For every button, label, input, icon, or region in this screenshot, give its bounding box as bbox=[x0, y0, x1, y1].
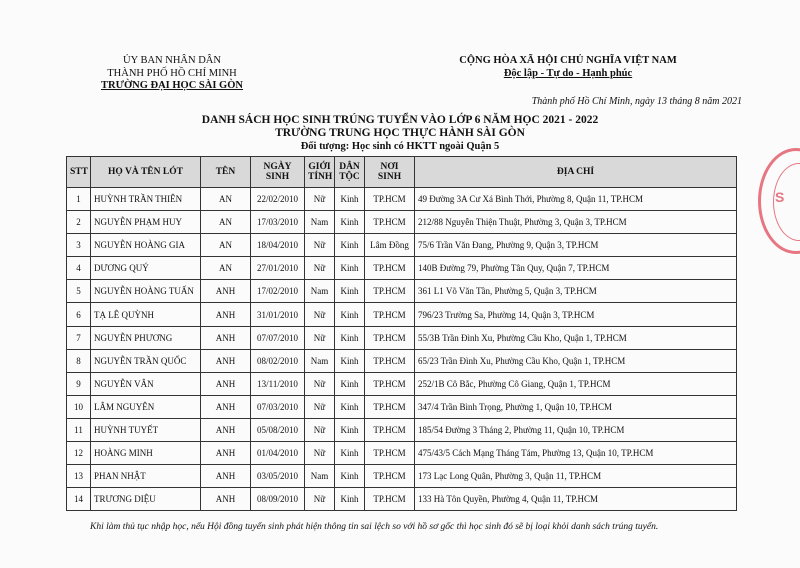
cell-address: 796/23 Trường Sa, Phường 14, Quận 3, TP.HCM bbox=[415, 303, 737, 326]
cell-birthplace: TP.HCM bbox=[365, 188, 415, 211]
cell-ethnic: Kinh bbox=[335, 211, 365, 234]
cell-birthplace: TP.HCM bbox=[365, 395, 415, 418]
cell-name: NGUYỄN VÂN bbox=[91, 372, 201, 395]
table-header-row bbox=[67, 157, 737, 188]
cell-gender: Nam bbox=[305, 349, 335, 372]
cell-ethnic: Kinh bbox=[335, 303, 365, 326]
cell-address: 133 Hà Tôn Quyền, Phường 4, Quận 11, TP.HCM bbox=[415, 488, 737, 511]
cell-ethnic: Kinh bbox=[335, 442, 365, 465]
cell-given: ANH bbox=[201, 303, 251, 326]
cell-gender: Nữ bbox=[305, 372, 335, 395]
table-row bbox=[67, 395, 737, 418]
cell-name: TRƯƠNG DIỆU bbox=[91, 488, 201, 511]
cell-birthplace: TP.HCM bbox=[365, 488, 415, 511]
cell-birthplace: TP.HCM bbox=[365, 442, 415, 465]
cell-dob: 17/02/2010 bbox=[251, 280, 305, 303]
document-title: DANH SÁCH HỌC SINH TRÚNG TUYỂN VÀO LỚP 6 NĂM HỌC 2021 - 2022 bbox=[201, 114, 599, 126]
cell-given: ANH bbox=[201, 395, 251, 418]
header-gender: GIỚI TÍNH bbox=[305, 157, 335, 188]
students-table bbox=[66, 156, 737, 511]
table-row bbox=[67, 349, 737, 372]
cell-stt: 12 bbox=[67, 442, 91, 465]
cell-stt: 1 bbox=[67, 188, 91, 211]
cell-dob: 17/03/2010 bbox=[251, 211, 305, 234]
footer-note: Khi làm thủ tục nhập học, nếu Hội đồng tuyển sinh phát hiện thông tin sai lệch so với hồ sơ gốc thì học sinh đó sẽ bị loại khỏi danh sách trúng tuyển. bbox=[90, 522, 659, 532]
cell-birthplace: TP.HCM bbox=[365, 418, 415, 441]
cell-ethnic: Kinh bbox=[335, 188, 365, 211]
cell-gender: Nữ bbox=[305, 234, 335, 257]
header-birthplace: NƠI SINH bbox=[365, 157, 415, 188]
cell-dob: 27/01/2010 bbox=[251, 257, 305, 280]
cell-name: HUỲNH TRẦN THIÊN bbox=[91, 188, 201, 211]
table-row bbox=[67, 372, 737, 395]
cell-given: AN bbox=[201, 257, 251, 280]
cell-birthplace: TP.HCM bbox=[365, 372, 415, 395]
table-row bbox=[67, 303, 737, 326]
cell-dob: 03/05/2010 bbox=[251, 465, 305, 488]
cell-name: NGUYỄN HOÀNG GIA bbox=[91, 234, 201, 257]
cell-address: 55/3B Trần Đình Xu, Phường Cầu Kho, Quận 1, TP.HCM bbox=[415, 326, 737, 349]
table-body bbox=[67, 188, 737, 511]
cell-address: 75/6 Trần Văn Đang, Phường 9, Quận 3, TP.HCM bbox=[415, 234, 737, 257]
cell-address: 252/1B Cô Bắc, Phường Cô Giang, Quận 1, TP.HCM bbox=[415, 372, 737, 395]
table-row bbox=[67, 188, 737, 211]
cell-address: 347/4 Trần Bình Trọng, Phường 1, Quận 10, TP.HCM bbox=[415, 395, 737, 418]
cell-dob: 08/02/2010 bbox=[251, 349, 305, 372]
cell-stt: 11 bbox=[67, 418, 91, 441]
cell-address: 475/43/5 Cách Mạng Tháng Tám, Phường 13, Quận 10, TP.HCM bbox=[415, 442, 737, 465]
cell-stt: 13 bbox=[67, 465, 91, 488]
cell-stt: 9 bbox=[67, 372, 91, 395]
table-row bbox=[67, 257, 737, 280]
cell-given: AN bbox=[201, 234, 251, 257]
cell-given: ANH bbox=[201, 372, 251, 395]
cell-stt: 5 bbox=[67, 280, 91, 303]
cell-ethnic: Kinh bbox=[335, 488, 365, 511]
cell-given: ANH bbox=[201, 280, 251, 303]
cell-gender: Nữ bbox=[305, 188, 335, 211]
seal-letter: S bbox=[775, 189, 785, 205]
cell-stt: 8 bbox=[67, 349, 91, 372]
cell-gender: Nữ bbox=[305, 303, 335, 326]
cell-gender: Nam bbox=[305, 465, 335, 488]
cell-gender: Nữ bbox=[305, 442, 335, 465]
cell-name: NGUYỄN PHƯƠNG bbox=[91, 326, 201, 349]
table-row bbox=[67, 488, 737, 511]
cell-birthplace: Lâm Đồng bbox=[365, 234, 415, 257]
cell-given: AN bbox=[201, 211, 251, 234]
cell-given: ANH bbox=[201, 418, 251, 441]
header-stt: STT bbox=[67, 157, 91, 188]
cell-stt: 4 bbox=[67, 257, 91, 280]
school-title: TRƯỜNG TRUNG HỌC THỰC HÀNH SÀI GÒN bbox=[275, 127, 525, 139]
header-address: ĐỊA CHỈ bbox=[415, 157, 737, 188]
cell-gender: Nam bbox=[305, 211, 335, 234]
cell-name: HOÀNG MINH bbox=[91, 442, 201, 465]
issuer-line-2: THÀNH PHỐ HỒ CHÍ MINH bbox=[107, 67, 237, 79]
cell-dob: 13/11/2010 bbox=[251, 372, 305, 395]
issuer-school: TRƯỜNG ĐẠI HỌC SÀI GÒN bbox=[101, 80, 243, 91]
national-motto: Độc lập - Tự do - Hạnh phúc bbox=[503, 67, 633, 79]
cell-name: PHAN NHẬT bbox=[91, 465, 201, 488]
cell-ethnic: Kinh bbox=[335, 326, 365, 349]
cell-address: 361 L1 Võ Văn Tần, Phường 5, Quận 3, TP.HCM bbox=[415, 280, 737, 303]
cell-given: AN bbox=[201, 188, 251, 211]
cell-stt: 6 bbox=[67, 303, 91, 326]
cell-stt: 14 bbox=[67, 488, 91, 511]
cell-dob: 07/03/2010 bbox=[251, 395, 305, 418]
cell-ethnic: Kinh bbox=[335, 418, 365, 441]
cell-dob: 31/01/2010 bbox=[251, 303, 305, 326]
cell-dob: 01/04/2010 bbox=[251, 442, 305, 465]
cell-ethnic: Kinh bbox=[335, 465, 365, 488]
cell-gender: Nữ bbox=[305, 326, 335, 349]
target-group: Đối tượng: Học sinh có HKTT ngoài Quận 5 bbox=[300, 141, 500, 152]
table-row bbox=[67, 211, 737, 234]
cell-ethnic: Kinh bbox=[335, 257, 365, 280]
official-seal bbox=[758, 148, 800, 254]
cell-gender: Nam bbox=[305, 280, 335, 303]
cell-address: 49 Đường 3A Cư Xá Bình Thới, Phường 8, Quận 11, TP.HCM bbox=[415, 188, 737, 211]
cell-address: 212/88 Nguyễn Thiện Thuật, Phường 3, Quận 3, TP.HCM bbox=[415, 211, 737, 234]
header-given-name: TÊN bbox=[201, 157, 251, 188]
cell-name: TẠ LÊ QUỲNH bbox=[91, 303, 201, 326]
issuer-header bbox=[92, 55, 252, 93]
cell-gender: Nữ bbox=[305, 418, 335, 441]
issuer-line-1: ỦY BAN NHÂN DÂN bbox=[123, 55, 221, 66]
cell-ethnic: Kinh bbox=[335, 349, 365, 372]
cell-name: DƯƠNG QUÝ bbox=[91, 257, 201, 280]
header-dob: NGÀY SINH bbox=[251, 157, 305, 188]
cell-stt: 3 bbox=[67, 234, 91, 257]
national-title: CỘNG HÒA XÃ HỘI CHỦ NGHĨA VIỆT NAM bbox=[459, 55, 677, 66]
cell-ethnic: Kinh bbox=[335, 234, 365, 257]
cell-address: 185/54 Đường 3 Tháng 2, Phường 11, Quận 10, TP.HCM bbox=[415, 418, 737, 441]
cell-gender: Nữ bbox=[305, 395, 335, 418]
cell-stt: 10 bbox=[67, 395, 91, 418]
cell-stt: 2 bbox=[67, 211, 91, 234]
cell-address: 140B Đường 79, Phường Tân Quy, Quận 7, TP.HCM bbox=[415, 257, 737, 280]
cell-birthplace: TP.HCM bbox=[365, 465, 415, 488]
cell-gender: Nữ bbox=[305, 488, 335, 511]
header-ethnicity: DÂN TỘC bbox=[335, 157, 365, 188]
cell-given: ANH bbox=[201, 442, 251, 465]
date-line: Thành phố Hồ Chí Minh, ngày 13 tháng 8 năm 2021 bbox=[531, 96, 742, 107]
cell-given: ANH bbox=[201, 326, 251, 349]
cell-birthplace: TP.HCM bbox=[365, 211, 415, 234]
cell-name: HUỲNH TUYẾT bbox=[91, 418, 201, 441]
table-row bbox=[67, 465, 737, 488]
cell-stt: 7 bbox=[67, 326, 91, 349]
cell-name: NGUYỄN TRẦN QUỐC bbox=[91, 349, 201, 372]
cell-dob: 18/04/2010 bbox=[251, 234, 305, 257]
cell-name: NGUYỄN PHẠM HUY bbox=[91, 211, 201, 234]
table-row bbox=[67, 418, 737, 441]
cell-birthplace: TP.HCM bbox=[365, 257, 415, 280]
cell-birthplace: TP.HCM bbox=[365, 326, 415, 349]
cell-address: 173 Lạc Long Quân, Phường 3, Quận 11, TP.HCM bbox=[415, 465, 737, 488]
cell-name: NGUYỄN HOÀNG TUẤN bbox=[91, 280, 201, 303]
cell-birthplace: TP.HCM bbox=[365, 303, 415, 326]
header-name: HỌ VÀ TÊN LÓT bbox=[91, 157, 201, 188]
cell-given: ANH bbox=[201, 488, 251, 511]
cell-ethnic: Kinh bbox=[335, 395, 365, 418]
table-row bbox=[67, 280, 737, 303]
cell-dob: 22/02/2010 bbox=[251, 188, 305, 211]
cell-given: ANH bbox=[201, 349, 251, 372]
table-row bbox=[67, 326, 737, 349]
cell-dob: 08/09/2010 bbox=[251, 488, 305, 511]
cell-birthplace: TP.HCM bbox=[365, 280, 415, 303]
cell-address: 65/23 Trần Đình Xu, Phường Cầu Kho, Quận 1, TP.HCM bbox=[415, 349, 737, 372]
cell-birthplace: TP.HCM bbox=[365, 349, 415, 372]
cell-dob: 05/08/2010 bbox=[251, 418, 305, 441]
cell-gender: Nữ bbox=[305, 257, 335, 280]
cell-name: LÂM NGUYÊN bbox=[91, 395, 201, 418]
cell-ethnic: Kinh bbox=[335, 372, 365, 395]
national-header bbox=[418, 55, 718, 80]
cell-ethnic: Kinh bbox=[335, 280, 365, 303]
table-row bbox=[67, 442, 737, 465]
table-row bbox=[67, 234, 737, 257]
cell-dob: 07/07/2010 bbox=[251, 326, 305, 349]
cell-given: ANH bbox=[201, 465, 251, 488]
